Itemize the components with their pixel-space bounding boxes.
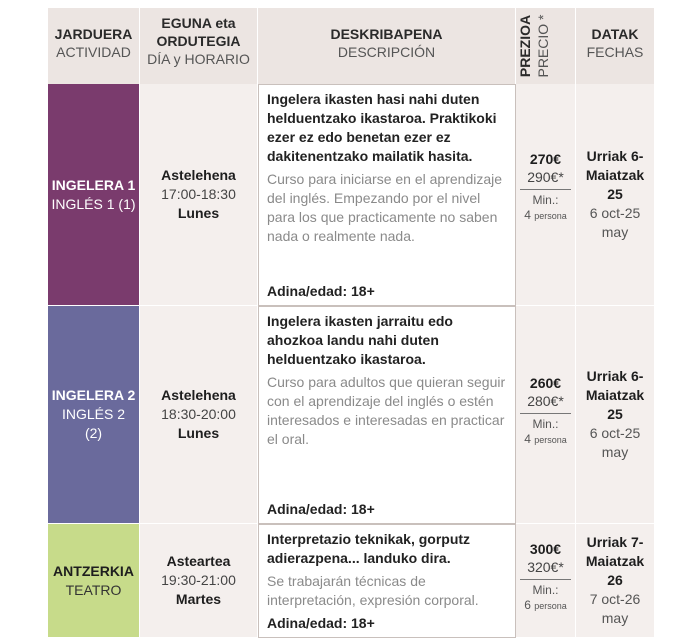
header-desc-eu: DESKRIBAPENA <box>330 26 443 42</box>
date-es-1: 6 oct-25 <box>589 425 641 441</box>
min-label <box>516 417 575 448</box>
min-count: 6 <box>524 598 531 612</box>
date-cell-theatre <box>576 524 654 638</box>
activity-name: ANTZERKIA <box>53 562 134 579</box>
desc-cell-english-2 <box>258 306 516 524</box>
desc-es: Curso para adultos que quieran seguir con el aprendizaje del inglés o estén interesados e interesadas en practicar el oral. <box>267 374 506 447</box>
date-cell-english-2 <box>576 306 654 524</box>
date-eu-2: Maiatzak <box>585 387 645 403</box>
activity-sub-2: (2) <box>84 425 103 441</box>
activity-cell-english-2 <box>48 306 140 524</box>
age-label: Adina/edad: 18+ <box>267 615 375 631</box>
age-label: Adina/edad: 18+ <box>267 283 375 299</box>
header-dates <box>576 8 654 84</box>
date-es-2: may <box>601 444 629 460</box>
price-main: 300€ <box>529 541 562 557</box>
age-label: Adina/edad: 18+ <box>267 501 375 517</box>
min-unit: persona <box>534 211 567 221</box>
date-cell-english-1 <box>576 84 654 306</box>
header-day-eu-1: EGUNA eta <box>161 15 236 31</box>
day-cell-theatre <box>140 524 258 638</box>
day-eu: Asteartea <box>166 553 231 569</box>
price-cell-theatre <box>516 524 576 638</box>
min-label <box>516 583 575 614</box>
header-price-eu: PREZIOA <box>517 14 533 78</box>
header-day-es: DÍA y HORARIO <box>147 51 250 67</box>
min-unit: persona <box>534 435 567 445</box>
activity-cell-theatre <box>48 524 140 638</box>
date-eu-2: Maiatzak <box>585 167 645 183</box>
min-people <box>516 598 575 614</box>
date-es-1: 7 oct-26 <box>589 591 641 607</box>
date-eu-1: Urriak 6- <box>586 368 644 384</box>
header-dates-es: FECHAS <box>586 44 644 60</box>
desc-eu: Ingelera ikasten hasi nahi duten helduentzako ikastaroa. Praktikoki ezer ez edo benetan ezer ez dakitenentzako mailatik hasita. <box>267 91 497 164</box>
desc-cell-theatre <box>258 524 516 638</box>
price-alt: 290€* <box>520 168 571 190</box>
time-range: 19:30-21:00 <box>161 572 236 588</box>
min-text: Min.: <box>532 417 559 431</box>
price-main: 260€ <box>529 375 562 391</box>
day-cell-english-2 <box>140 306 258 524</box>
date-eu-3: 25 <box>607 186 623 202</box>
min-text: Min.: <box>532 193 559 207</box>
day-es: Lunes <box>177 425 220 441</box>
header-price-vertical <box>516 8 560 84</box>
header-day-eu-2: ORDUTEGIA <box>156 33 241 49</box>
desc-eu: Ingelera ikasten jarraitu edo ahozkoa landu nahi duten helduentzako ikastaroa. <box>267 313 453 367</box>
desc-es: Se trabajarán técnicas de interpretación, expresión corporal. <box>267 573 479 608</box>
date-eu-3: 26 <box>607 572 623 588</box>
header-activity-es: ACTIVIDAD <box>56 44 131 60</box>
price-alt: 320€* <box>520 558 571 580</box>
activity-name: INGELERA 2 <box>51 387 136 403</box>
desc-es: Curso para iniciarse en el aprendizaje del inglés. Empezando por el nivel para los que practicamente no saben nada o realmente nada. <box>267 171 503 244</box>
date-eu-1: Urriak 7- <box>586 534 644 550</box>
header-activity-eu: JARDUERA <box>54 26 133 42</box>
time-range: 18:30-20:00 <box>161 406 236 422</box>
header-day <box>140 8 258 84</box>
day-cell-english-1 <box>140 84 258 306</box>
activity-sub: INGLÉS 1 (1) <box>51 195 136 212</box>
min-people <box>516 208 575 224</box>
day-eu: Astelehena <box>161 387 236 403</box>
day-es: Martes <box>175 591 222 607</box>
day-eu: Astelehena <box>161 167 236 183</box>
price-cell-english-2 <box>516 306 576 524</box>
date-eu-3: 25 <box>607 406 623 422</box>
price-cell-english-1 <box>516 84 576 306</box>
header-price-es: PRECIO * <box>535 14 551 78</box>
day-es: Lunes <box>177 205 220 221</box>
min-people <box>516 432 575 448</box>
price-main: 270€ <box>529 151 562 167</box>
header-price <box>516 8 576 84</box>
header-activity <box>48 8 140 84</box>
header-desc <box>258 8 516 84</box>
min-count: 4 <box>524 432 531 446</box>
activity-sub: INGLÉS 2 <box>61 406 126 422</box>
desc-cell-english-1 <box>258 84 516 306</box>
date-es-2: may <box>601 610 629 626</box>
desc-eu: Interpretazio teknikak, gorputz adierazpena... landuko dira. <box>267 531 471 566</box>
min-count: 4 <box>524 208 531 222</box>
time-range: 17:00-18:30 <box>161 186 236 202</box>
price-alt: 280€* <box>520 392 571 414</box>
min-unit: persona <box>534 601 567 611</box>
date-es-2: may <box>601 224 629 240</box>
activity-cell-english-1 <box>48 84 140 306</box>
min-label <box>516 193 575 224</box>
header-dates-eu: DATAK <box>591 26 639 42</box>
header-desc-es: DESCRIPCIÓN <box>337 44 436 60</box>
date-es-1: 6 oct-25 <box>589 205 641 221</box>
activity-name: INGELERA 1 <box>51 176 136 193</box>
date-eu-1: Urriak 6- <box>586 148 644 164</box>
min-text: Min.: <box>532 583 559 597</box>
activity-sub: TEATRO <box>65 581 122 598</box>
date-eu-2: Maiatzak <box>585 553 645 569</box>
